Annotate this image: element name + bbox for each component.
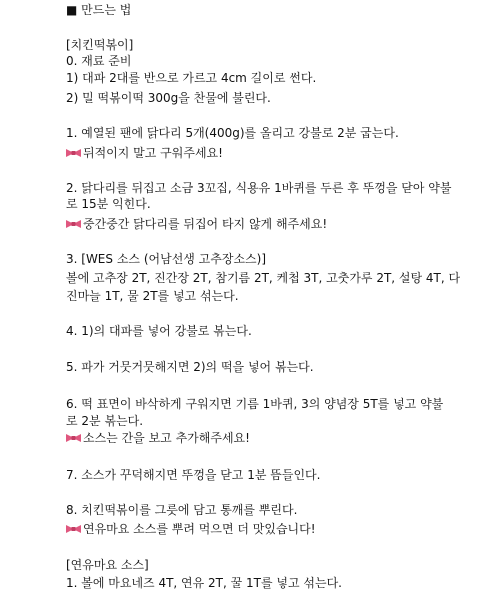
- section-title-chicken-tteokbokki: [치킨떡볶이]: [66, 38, 134, 52]
- step-3-line-1: 볼에 고추장 2T, 진간장 2T, 참기름 2T, 케첩 3T, 고춧가루 2T, 설탕 4T, 다: [66, 271, 461, 285]
- step-2-line-1: 2. 닭다리를 뒤집고 소금 3꼬집, 식용유 1바퀴를 두른 후 뚜껑을 닫아 약불: [66, 181, 452, 195]
- step-3-line-2: 진마늘 1T, 물 2T를 넣고 섞는다.: [66, 289, 239, 303]
- step-3-title: 3. [WES 소스 (어남선생 고추장소스)]: [66, 252, 267, 266]
- tip-4-text: 연유마요 소스를 뿌려 먹으면 더 맛있습니다!: [83, 522, 316, 536]
- tip-4: [66, 521, 490, 537]
- tip-2: [66, 216, 490, 232]
- step-1: 1. 예열된 팬에 닭다리 5개(400g)를 올리고 강불로 2분 굽는다.: [66, 126, 399, 140]
- step-2-line-2: 로 15분 익힌다.: [66, 197, 151, 211]
- step-7: 7. 소스가 꾸덕해지면 뚜껑을 닫고 1분 뜸들인다.: [66, 468, 321, 482]
- tip-2-text: 중간중간 닭다리를 뒤집어 타지 않게 해주세요!: [83, 217, 328, 231]
- tip-1-text: 뒤적이지 말고 구워주세요!: [83, 146, 223, 160]
- step-5: 5. 파가 거뭇거뭇해지면 2)의 떡을 넣어 볶는다.: [66, 360, 314, 374]
- prep-step-2: 2) 밀 떡볶이떡 300g을 찬물에 불린다.: [66, 91, 271, 105]
- method-heading: ■ 만드는 법: [66, 3, 132, 17]
- step-4: 4. 1)의 대파를 넣어 강불로 볶는다.: [66, 324, 252, 338]
- tip-3: [66, 430, 490, 446]
- step-6-line-1: 6. 떡 표면이 바삭하게 구워지면 기름 1바퀴, 3의 양념장 5T를 넣고 약불: [66, 397, 444, 411]
- pink-bow-icon: [66, 217, 81, 227]
- sauce-title: [연유마요 소스]: [66, 558, 149, 572]
- pink-bow-icon: [66, 522, 81, 532]
- prep-title: 0. 재료 준비: [66, 54, 132, 68]
- tip-3-text: 소스는 간을 보고 추가해주세요!: [83, 431, 250, 445]
- step-6-line-2: 로 2분 볶는다.: [66, 414, 144, 428]
- tip-1: [66, 145, 490, 161]
- step-8: 8. 치킨떡볶이를 그릇에 담고 통깨를 뿌린다.: [66, 503, 298, 517]
- pink-bow-icon: [66, 146, 81, 156]
- pink-bow-icon: [66, 431, 81, 441]
- sauce-step-1: 1. 볼에 마요네즈 4T, 연유 2T, 꿀 1T를 넣고 섞는다.: [66, 576, 342, 590]
- prep-step-1: 1) 대파 2대를 반으로 가르고 4cm 길이로 썬다.: [66, 71, 317, 85]
